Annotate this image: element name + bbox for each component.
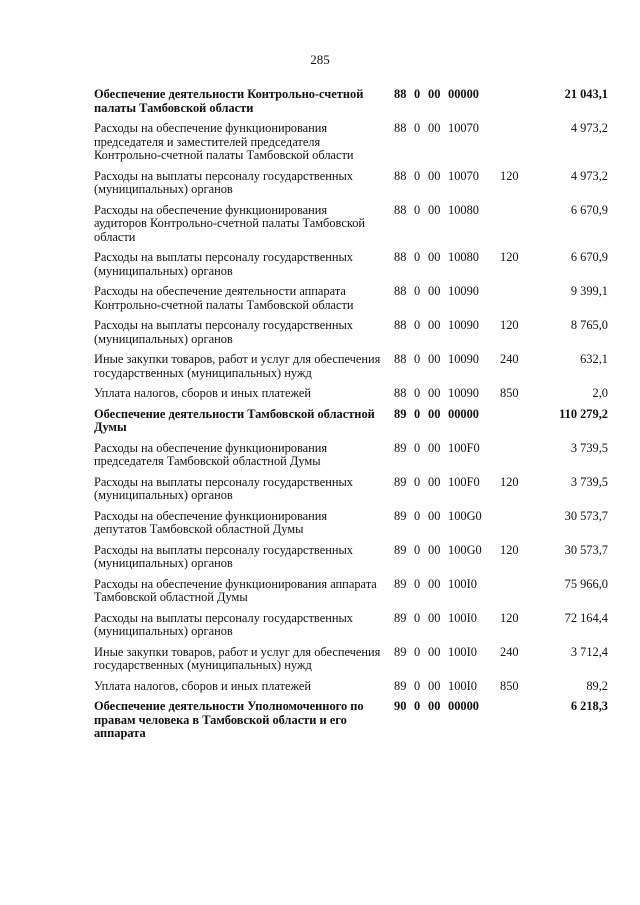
code-direction: 100G0 [448,542,482,557]
code-direction: 10090 [448,352,479,366]
row-code [394,204,500,218]
row-amount: 72 164,4 [564,610,608,625]
row-name: Расходы на обеспечение функционирования председателя Тамбовской областной Думы [94,440,328,468]
expense-type: 120 [500,474,519,489]
code-subprogram: 0 [414,318,421,332]
row-code [394,88,500,102]
row-code [394,285,500,299]
table-row [94,544,614,571]
code-main-event: 00 [428,699,441,713]
row-name: Расходы на обеспечение функционирования аудиторов Контрольно-счетной палаты Тамбовской области [94,202,366,244]
code-direction: 00000 [448,699,479,713]
row-amount: 30 573,7 [564,542,608,557]
code-subprogram: 0 [414,610,421,625]
row-name: Уплата налогов, сборов и иных платежей [94,386,312,400]
row-code [394,319,500,333]
row-amount: 30 573,7 [564,508,608,523]
code-main-event: 00 [428,508,441,523]
code-program: 89 [394,474,407,489]
code-main-event: 00 [428,168,441,183]
code-program: 88 [394,318,407,332]
table-row [94,476,614,503]
table-row [94,510,614,537]
code-program: 89 [394,678,407,693]
row-code [394,387,500,401]
code-subprogram: 0 [414,202,421,217]
expense-type: 120 [500,250,519,264]
row-code [394,251,500,265]
code-direction: 100F0 [448,440,480,455]
code-direction: 00000 [448,406,479,421]
code-main-event: 00 [428,542,441,557]
code-direction: 100I0 [448,610,477,625]
expense-type: 120 [500,610,519,625]
expense-type: 850 [500,678,519,693]
expense-type: 120 [500,542,519,557]
table-row [94,612,614,639]
expense-type: 120 [500,168,519,183]
row-code [394,122,500,136]
code-main-event: 00 [428,352,441,366]
expense-type: 120 [500,318,519,332]
code-direction: 100F0 [448,474,480,489]
table-row [94,170,614,197]
row-amount: 4 973,2 [570,121,608,135]
code-main-event: 00 [428,87,441,101]
code-program: 88 [394,87,407,101]
row-code [394,578,500,592]
code-direction: 00000 [448,87,479,101]
code-program: 89 [394,440,407,455]
row-code [394,408,500,422]
row-name: Расходы на выплаты персоналу государственных (муниципальных) органов [94,318,353,346]
row-amount: 9 399,1 [570,284,608,298]
code-main-event: 00 [428,318,441,332]
row-name: Обеспечение деятельности Контрольно-счетной палаты Тамбовской области [94,87,364,115]
code-main-event: 00 [428,440,441,455]
row-code [394,170,500,184]
row-name: Расходы на выплаты персоналу государственных (муниципальных) органов [94,250,353,278]
code-program: 88 [394,352,407,366]
row-code [394,680,500,694]
row-name: Расходы на выплаты персоналу государственных (муниципальных) органов [94,542,353,570]
code-direction: 100I0 [448,644,477,659]
code-program: 88 [394,202,407,217]
code-subprogram: 0 [414,386,421,400]
code-program: 89 [394,576,407,591]
row-amount: 110 279,2 [559,406,608,421]
row-name: Обеспечение деятельности Тамбовской областной Думы [94,406,375,434]
table-row [94,88,614,115]
table-row [94,646,614,673]
table-row [94,251,614,278]
code-program: 88 [394,284,407,298]
table-row [94,578,614,605]
code-direction: 100G0 [448,508,482,523]
row-amount: 4 973,2 [570,168,608,183]
page-number: 285 [310,52,330,67]
row-name: Уплата налогов, сборов и иных платежей [94,678,312,693]
code-direction: 100I0 [448,576,477,591]
row-name: Расходы на обеспечение функционирования депутатов Тамбовской областной Думы [94,508,328,536]
code-main-event: 00 [428,202,441,217]
code-direction: 10070 [448,121,479,135]
code-program: 89 [394,406,407,421]
row-name: Обеспечение деятельности Уполномоченного по правам человека в Тамбовской области и его аппарата [94,699,364,740]
code-main-event: 00 [428,121,441,135]
expense-type: 240 [500,644,519,659]
row-amount: 6 670,9 [570,202,608,217]
code-subprogram: 0 [414,250,421,264]
row-name: Расходы на обеспечение деятельности аппарата Контрольно-счетной палаты Тамбовской области [94,284,354,312]
code-main-event: 00 [428,284,441,298]
row-code [394,646,500,660]
budget-table [94,88,614,748]
row-name: Иные закупки товаров, работ и услуг для обеспечения государственных (муниципальных) нужд [94,644,381,672]
code-subprogram: 0 [414,474,421,489]
code-subprogram: 0 [414,121,421,135]
code-program: 88 [394,168,407,183]
row-code [394,544,500,558]
row-amount: 632,1 [580,352,608,366]
code-direction: 10090 [448,386,479,400]
code-main-event: 00 [428,406,441,421]
code-main-event: 00 [428,250,441,264]
row-name: Расходы на обеспечение функционирования председателя и заместителей председателя Контрольно-счетной палаты Тамбовской области [94,121,354,162]
row-amount: 8 765,0 [570,318,608,332]
table-row [94,408,614,435]
table-row [94,387,614,401]
row-amount: 6 218,3 [570,699,608,713]
row-amount: 2,0 [592,386,608,400]
code-subprogram: 0 [414,508,421,523]
code-program: 89 [394,644,407,659]
code-direction: 100I0 [448,678,477,693]
code-subprogram: 0 [414,678,421,693]
code-subprogram: 0 [414,542,421,557]
code-subprogram: 0 [414,168,421,183]
row-code [394,353,500,367]
table-row [94,122,614,163]
code-subprogram: 0 [414,87,421,101]
table-row [94,204,614,245]
table-row [94,319,614,346]
row-name: Расходы на выплаты персоналу государственных (муниципальных) органов [94,474,353,502]
expense-type: 850 [500,386,519,400]
table-row [94,700,614,741]
code-subprogram: 0 [414,284,421,298]
code-main-event: 00 [428,610,441,625]
code-subprogram: 0 [414,699,421,713]
code-main-event: 00 [428,474,441,489]
row-name: Расходы на выплаты персоналу государственных (муниципальных) органов [94,610,353,638]
row-amount: 75 966,0 [564,576,608,591]
row-name: Расходы на обеспечение функционирования аппарата Тамбовской областной Думы [94,576,377,604]
code-program: 89 [394,542,407,557]
row-amount: 89,2 [586,678,608,693]
row-amount: 3 739,5 [570,440,608,455]
code-main-event: 00 [428,576,441,591]
row-amount: 3 739,5 [570,474,608,489]
code-main-event: 00 [428,644,441,659]
row-code [394,442,500,456]
row-amount: 3 712,4 [570,644,608,659]
code-subprogram: 0 [414,352,421,366]
code-program: 89 [394,508,407,523]
code-subprogram: 0 [414,440,421,455]
code-subprogram: 0 [414,576,421,591]
code-main-event: 00 [428,678,441,693]
code-direction: 10080 [448,202,479,217]
code-subprogram: 0 [414,406,421,421]
row-amount: 21 043,1 [564,87,608,101]
table-row [94,353,614,380]
code-program: 89 [394,610,407,625]
code-program: 88 [394,121,407,135]
expense-type: 240 [500,352,519,366]
row-amount: 6 670,9 [570,250,608,264]
code-program: 88 [394,386,407,400]
row-code [394,700,500,714]
row-name: Иные закупки товаров, работ и услуг для обеспечения государственных (муниципальных) нужд [94,352,381,380]
row-code [394,612,500,626]
code-main-event: 00 [428,386,441,400]
table-row [94,285,614,312]
row-code [394,510,500,524]
code-program: 88 [394,250,407,264]
table-row [94,680,614,694]
row-code [394,476,500,490]
code-direction: 10070 [448,168,479,183]
code-direction: 10080 [448,250,479,264]
table-row [94,442,614,469]
row-name: Расходы на выплаты персоналу государственных (муниципальных) органов [94,168,353,196]
code-direction: 10090 [448,284,479,298]
code-subprogram: 0 [414,644,421,659]
code-direction: 10090 [448,318,479,332]
code-program: 90 [394,699,407,713]
